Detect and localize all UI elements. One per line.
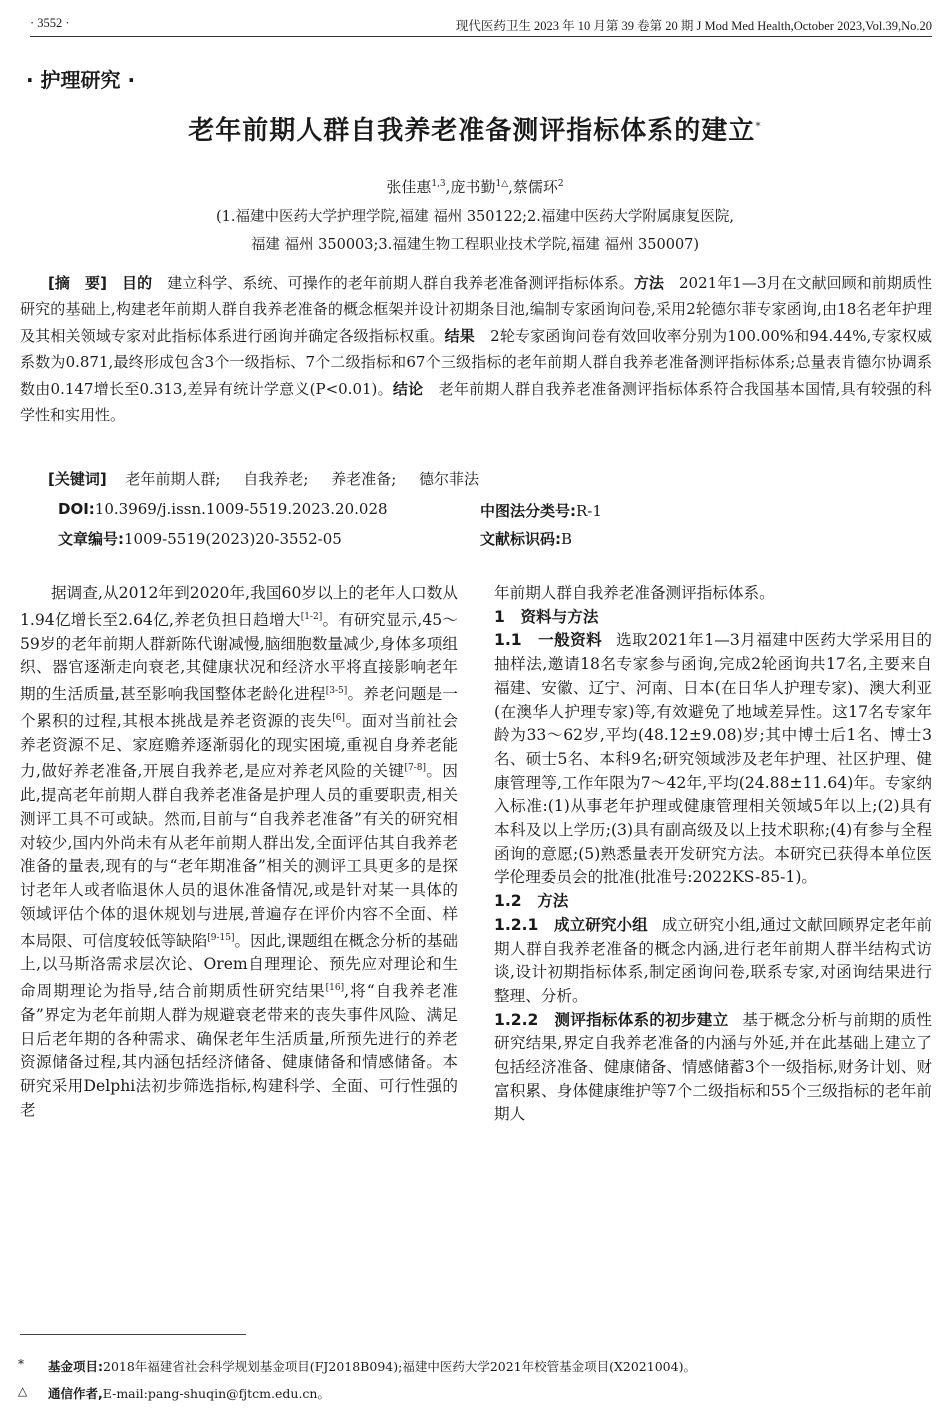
citation[interactable]: [9-15] [207, 932, 235, 943]
abstract: [摘 要] 目的 建立科学、系统、可操作的老年前期人群自我养老准备测评指标体系。方法 2021年1—3月在文献回顾和前期质性研究的基础上,构建老年前期人群自我养老准备的概念框架并设计初期条目池,编制专家函询问卷,采用2轮德尔菲专家函询,由18名老年护理及其相关领域专家对此指标体系进行函询并确定各级指标权重。结果 2轮专家函询问卷有效回收率分别为100.00%和94.44%,专家权威系数为0.871,最终形成包含3个一级指标、7个二级指标和67个三级指标的老年前期人群自我养老准备测评指标体系;总量表肯德尔协调系数由0.147增长至0.313,差异有统计学意义(P<0.01)。结论 老年前期人群自我养老准备测评指标体系符合我国基本国情,具有较强的科学性和实用性。 [20, 274, 932, 425]
citation[interactable]: [1-2] [300, 611, 323, 622]
citation[interactable]: [7-8] [404, 763, 426, 774]
keyword: 养老准备; [331, 470, 397, 488]
citation[interactable]: [3-5] [325, 686, 348, 696]
clc-number: 中图法分类号:R-1 [480, 502, 602, 520]
footnote-divider [20, 1334, 246, 1335]
section-label: · 护理研究 · [26, 68, 136, 92]
body-paragraph: 年前期人群自我养老准备测评指标体系。 [494, 584, 775, 602]
subsection-heading: 1.2.1 成立研究小组 [494, 915, 648, 934]
document-code: 文献标识码:B [480, 530, 573, 548]
keyword: 德尔菲法 [419, 470, 480, 488]
abstract-label: [摘 要] [48, 274, 107, 292]
footnote-funding: * 基金项目:2018年福建省社会科学规划基金项目(FJ2018B094);福建中医药大学2021年校管基金项目(X2021004)。 [18, 1357, 696, 1374]
running-header [30, 14, 932, 37]
keyword: 自我养老; [243, 470, 309, 488]
footnote-corresponding: △ 通信作者,E-mail:pang-shuqin@fjtcm.edu.cn。 [18, 1384, 330, 1401]
keywords-label: [关键词] [48, 470, 107, 488]
doi: DOI:10.3969/j.issn.1009-5519.2023.20.028 [58, 500, 388, 518]
article-number: 文章编号:1009-5519(2023)20-3552-05 [58, 530, 342, 548]
left-column [20, 582, 458, 1123]
subsection-heading: 1.1 一般资料 [494, 631, 603, 650]
body-paragraph: 1.2.2 测评指标体系的初步建立 基于概念分析与前期的质性研究结果,界定自我养老准备的内涵与外延,并在此基础上建立了包括经济准备、健康储备、情感储蓄3个一级指标,财务计划、财富积累、身体健康维护等7个二级指标和55个三级指标的老年前期人 [494, 1010, 932, 1124]
body-paragraph: 据调查,从2012年到2020年,我国60岁以上的老年人口数从1.94亿增长至2.64亿,养老负担日趋增大[1-2]。有研究显示,45～59岁的老年前期人群新陈代谢减慢,脑细胞数量减少,身体多项组织、器官逐渐走向衰老,其健康状况和经济水平将直接影响老年期的生活质量,甚至影响我国整体老龄化进程[3-5]。养老问题是一个累积的过程,其根本挑战是养老资源的丧失[6]。面对当前社会养老资源不足、家庭赡养逐渐弱化的现实困境,重视自身养老能力,做好养老准备,开展自我养老,是应对养老风险的关键[7-8]。因此,提高老年前期人群自我养老准备是护理人员的重要职责,相关测评工具不可或缺。然而,目前与“自我养老准备”有关的研究相对较少,国内外尚未有从老年前期人群出发,全面评估其自我养老准备的量表,现有的与“老年期准备”相关的测评工具更多的是探讨老年人或者临退休人员的退休准备情况,或是针对某一具体的领域评估个体的退休规划与进展,普遍存在评价内容不全面、样本局限、可信度较低等缺陷[9-15]。因此,课题组在概念分析的基础上,以马斯洛需求层次论、Orem自理理论、预先应对理论和生命周期理论为指导,结合前期质性研究结果[16],将“自我养老准备”界定为老年前期人群为规避衰老带来的丧失事件风险、满足日后老年期的各种需求、确保老年生活质量,所预先进行的养老资源储备过程,其内涵包括经济储备、健康储备和情感储备。本研究采用Delphi法初步筛选指标,构建科学、全面、可行性强的老 [20, 584, 458, 1119]
doi-link[interactable]: 10.3969/j.issn.1009-5519.2023.20.028 [94, 500, 388, 518]
author-name: 张佳惠 [386, 178, 432, 196]
section-heading: 1.2 方法 [494, 892, 569, 911]
citation[interactable]: [16] [325, 983, 345, 994]
author-name: 庞书勤 [450, 178, 496, 196]
affiliation-line: (1.福建中医药大学护理学院,福建 福州 350122;2.福建中医药大学附属康复医院, [216, 209, 734, 225]
title-footnote-mark: * [755, 119, 762, 133]
subsection-heading: 1.2.2 测评指标体系的初步建立 [494, 1010, 729, 1029]
author-name: 蔡儒环 [512, 178, 558, 196]
keyword: 老年前期人群; [125, 470, 221, 488]
author-list: 张佳惠$^{1,3}$,庞书勤$^{1\triangle}$,蔡儒环$^2$ [386, 178, 564, 196]
body-paragraph: 1.2.1 成立研究小组 成立研究小组,通过文献回顾界定老年前期人群自我养老准备的概念内涵,进行老年前期人群半结构式访谈,设计初期指标体系,制定函询问卷,联系专家,对函询结果进行整理、分析。 [494, 915, 932, 1005]
paper-title: 老年前期人群自我养老准备测评指标体系的建立* [188, 116, 762, 146]
page-number: · 3552 · [30, 16, 70, 30]
email-link[interactable]: E-mail:pang-shuqin@fjtcm.edu.cn。 [102, 1386, 330, 1401]
section-heading: 1 资料与方法 [494, 607, 599, 626]
body-paragraph: 1.1 一般资料 选取2021年1—3月福建中医药大学采用目的抽样法,邀请18名专家参与函询,完成2轮函询共17名,主要来自福建、安徽、辽宁、河南、日本(在日华人护理专家)、澳大利亚(在澳华人护理专家)等,有效避免了地域差异性。这17名专家年龄为33～62岁,平均(48.12±9.08)岁;其中博士后1名、博士3名、硕士5名、本科9名;研究领域涉及老年护理、社区护理、健康管理等,工作年限为7～42年,平均(24.88±11.64)年。专家纳入标准:(1)从事老年护理或健康管理相关领域5年以上;(2)具有本科及以上学历;(3)具有副高级及以上技术职称;(4)有参与全程函询的意愿;(5)熟悉量表开发研究方法。本研究已获得本单位医学伦理委员会的批准(批准号:2022KS-85-1)。 [494, 631, 933, 887]
journal-info: 现代医药卫生 2023 年 10 月第 39 卷第 20 期 J Mod Med Health,October 2023,Vol.39,No.20 [455, 19, 932, 33]
affiliation-line: 福建 福州 350003;3.福建生物工程职业技术学院,福建 福州 350007) [250, 237, 700, 253]
right-column [494, 582, 932, 1127]
citation[interactable]: [6] [332, 712, 345, 723]
keywords [48, 468, 497, 489]
